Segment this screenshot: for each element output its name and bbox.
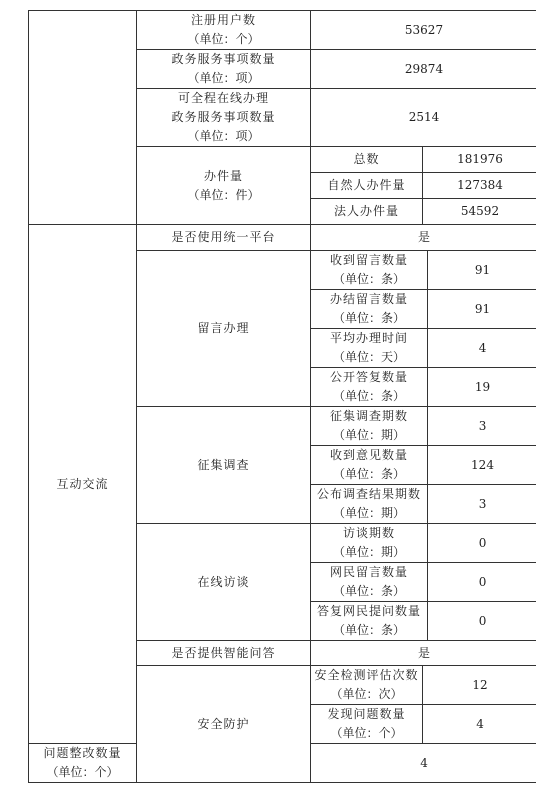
checks-name: 安全检测评估次数 bbox=[314, 668, 419, 682]
found-unit: （单位：个） bbox=[330, 726, 403, 740]
online-name-2: 政务服务事项数量 bbox=[171, 110, 276, 124]
volume-natural-value: 127384 bbox=[423, 173, 536, 199]
answers-value: 0 bbox=[428, 602, 536, 641]
platform-label: 是否使用统一平台 bbox=[137, 225, 311, 251]
interview-label: 在线访谈 bbox=[137, 524, 311, 641]
users-unit: （单位：个） bbox=[187, 32, 260, 46]
table-row bbox=[29, 225, 536, 251]
row-label bbox=[311, 446, 428, 485]
interview-periods-name: 访谈期数 bbox=[342, 526, 395, 540]
received-name: 收到留言数量 bbox=[329, 253, 408, 267]
row-label bbox=[311, 563, 428, 602]
survey-periods-name: 征集调查期数 bbox=[329, 409, 408, 423]
survey-label: 征集调查 bbox=[137, 407, 311, 524]
public-unit: （单位：条） bbox=[332, 389, 405, 403]
fixed-unit: （单位：个） bbox=[46, 765, 119, 779]
row-label bbox=[311, 602, 428, 641]
closed-name: 办结留言数量 bbox=[329, 292, 408, 306]
netizen-value: 0 bbox=[428, 563, 536, 602]
online-name-1: 可全程在线办理 bbox=[177, 91, 269, 105]
row-label bbox=[311, 705, 423, 744]
results-unit: （单位：期） bbox=[332, 506, 405, 520]
answers-name: 答复网民提问数量 bbox=[316, 604, 421, 618]
fixed-value: 4 bbox=[311, 744, 536, 783]
table-row bbox=[29, 11, 536, 50]
statistics-table bbox=[28, 10, 536, 783]
section-security: 安全防护 bbox=[137, 666, 311, 783]
checks-value: 12 bbox=[423, 666, 536, 705]
items-value: 29874 bbox=[311, 50, 536, 89]
volume-total-value: 181976 bbox=[423, 147, 536, 173]
interview-periods-unit: （单位：期） bbox=[332, 545, 405, 559]
users-name: 注册用户数 bbox=[190, 13, 256, 27]
checks-unit: （单位：次） bbox=[330, 687, 403, 701]
fixed-name: 问题整改数量 bbox=[43, 746, 122, 760]
received-value: 91 bbox=[428, 251, 536, 290]
netizen-name: 网民留言数量 bbox=[329, 565, 408, 579]
row-label bbox=[137, 11, 311, 50]
volume-natural-label: 自然人办件量 bbox=[311, 173, 423, 199]
row-label bbox=[311, 368, 428, 407]
volume-total-label: 总数 bbox=[311, 147, 423, 173]
opinions-unit: （单位：条） bbox=[332, 467, 405, 481]
results-value: 3 bbox=[428, 485, 536, 524]
closed-value: 91 bbox=[428, 290, 536, 329]
found-value: 4 bbox=[423, 705, 536, 744]
survey-periods-value: 3 bbox=[428, 407, 536, 446]
messages-label: 留言办理 bbox=[137, 251, 311, 407]
qa-value: 是 bbox=[311, 641, 536, 666]
volume-legal-value: 54592 bbox=[423, 199, 536, 225]
row-label bbox=[29, 744, 137, 783]
row-label bbox=[311, 329, 428, 368]
row-label bbox=[311, 290, 428, 329]
section-cell-top bbox=[29, 11, 137, 225]
items-name: 政务服务事项数量 bbox=[171, 52, 276, 66]
row-label bbox=[311, 251, 428, 290]
row-label bbox=[137, 89, 311, 147]
items-unit: （单位：项） bbox=[187, 71, 260, 85]
users-value: 53627 bbox=[311, 11, 536, 50]
results-name: 公布调查结果期数 bbox=[316, 487, 421, 501]
closed-unit: （单位：条） bbox=[332, 311, 405, 325]
received-unit: （单位：条） bbox=[332, 272, 405, 286]
answers-unit: （单位：条） bbox=[332, 623, 405, 637]
avg-time-name: 平均办理时间 bbox=[329, 331, 408, 345]
avg-time-value: 4 bbox=[428, 329, 536, 368]
public-value: 19 bbox=[428, 368, 536, 407]
online-unit: （单位：项） bbox=[187, 129, 260, 143]
public-name: 公开答复数量 bbox=[329, 370, 408, 384]
avg-time-unit: （单位：天） bbox=[332, 350, 405, 364]
row-label bbox=[311, 666, 423, 705]
volume-label bbox=[137, 147, 311, 225]
opinions-name: 收到意见数量 bbox=[329, 448, 408, 462]
qa-label: 是否提供智能问答 bbox=[137, 641, 311, 666]
netizen-unit: （单位：条） bbox=[332, 584, 405, 598]
row-label bbox=[311, 524, 428, 563]
section-interaction: 互动交流 bbox=[29, 225, 137, 744]
interview-periods-value: 0 bbox=[428, 524, 536, 563]
volume-legal-label: 法人办件量 bbox=[311, 199, 423, 225]
opinions-value: 124 bbox=[428, 446, 536, 485]
row-label bbox=[311, 407, 428, 446]
survey-periods-unit: （单位：期） bbox=[332, 428, 405, 442]
volume-unit: （单位：件） bbox=[187, 187, 260, 202]
found-name: 发现问题数量 bbox=[327, 707, 406, 721]
platform-value: 是 bbox=[311, 225, 536, 251]
online-value: 2514 bbox=[311, 89, 536, 147]
volume-name: 办件量 bbox=[203, 168, 243, 183]
row-label bbox=[137, 50, 311, 89]
row-label bbox=[311, 485, 428, 524]
